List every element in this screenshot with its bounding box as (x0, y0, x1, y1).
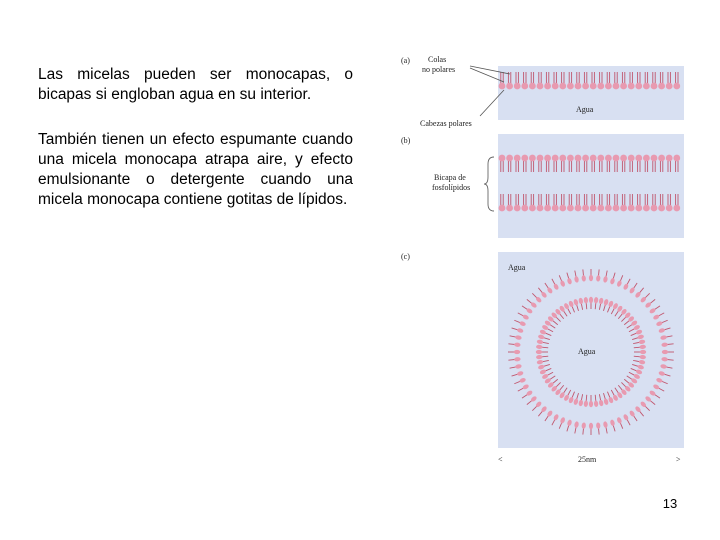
panel-b-tag: (b) (401, 136, 411, 145)
panel-a-tag: (a) (401, 56, 410, 65)
water-label-a: Agua (576, 105, 594, 114)
water-region-b (498, 134, 684, 238)
paragraph-micelles-effects: También tienen un efecto espumante cuando una micela monocapa atrapa aire, y efecto emulsionante o detergente cuando una micela monocapa contiene gotitas de lípidos. (38, 131, 353, 208)
page-number: 13 (662, 496, 678, 511)
tails-label-line1: Colas (428, 55, 447, 64)
paragraph-micelles-layers: Las micelas pueden ser monocapas, o bicapas si engloban agua en su interior. (38, 66, 353, 103)
bilayer-label-line2: fosfolípidos (432, 183, 471, 192)
bilayer-brace (484, 157, 494, 211)
scale-left-arrow: < (498, 455, 503, 464)
bilayer-label-line1: Bicapa de (434, 173, 466, 182)
water-inside-label: Agua (578, 347, 596, 356)
tails-label-line2: no polares (422, 65, 456, 74)
panel-c-tag: (c) (401, 252, 410, 261)
heads-label: Cabezas polares (420, 119, 472, 128)
scale-label: 25nm (578, 455, 597, 464)
lipid-structures-figure (398, 52, 698, 472)
water-outside-label: Agua (508, 263, 526, 272)
scale-right-arrow: > (676, 455, 681, 464)
